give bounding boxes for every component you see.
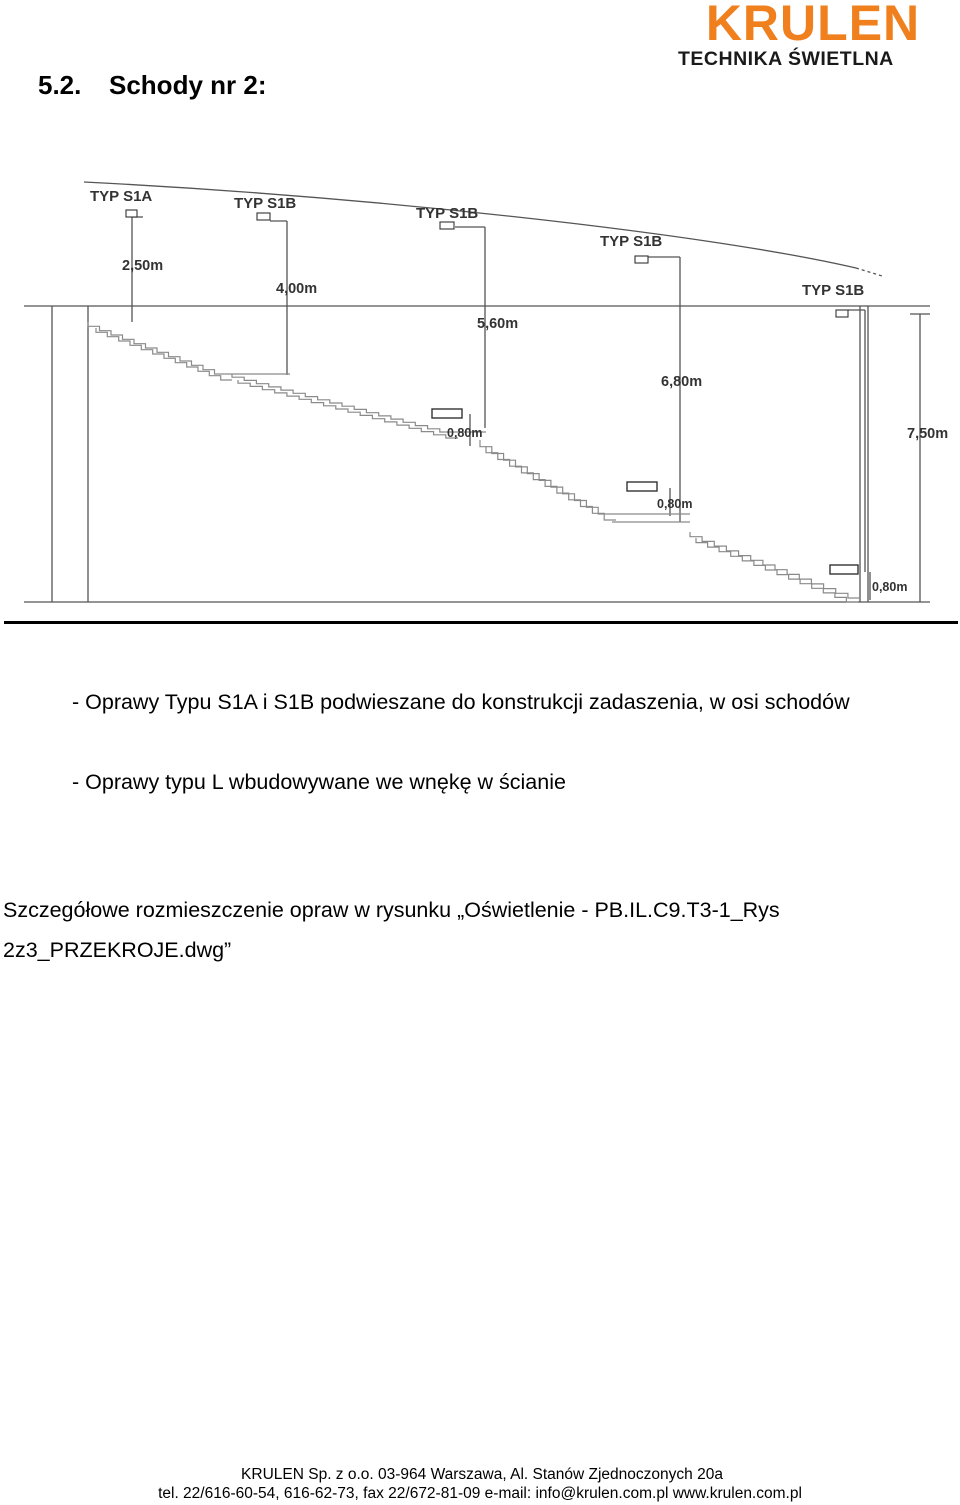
bullet-item: - Oprawy Typu S1A i S1B podwieszane do konstrukcji zadaszenia, w osi schodów [72,690,850,714]
bullet-item: - Oprawy typu L wbudowywane we wnękę w ścianie [72,770,566,794]
fixture-height-label: 7,50m [907,426,949,442]
roof-curve [84,182,856,268]
staircase [88,322,860,602]
staircase-section-drawing [0,170,960,615]
section-divider [4,621,958,624]
section-title: Schody nr 2: [109,70,267,100]
fixture-s1b-icon [257,213,270,220]
logo-brand: KRULEN [705,0,921,51]
fixture-type-label: TYP S1B [416,205,479,222]
fixture-height-label: 4,00m [276,281,318,297]
footer-contact: tel. 22/616-60-54, 616-62-73, fax 22/672-81-09 e-mail: info@krulen.com.pl www.krulen.com.pl [158,1485,802,1502]
fixture-height-label: 6,80m [661,374,703,390]
fixture-type-label: TYP S1B [600,233,663,250]
fixture-type-label: TYP S1B [802,282,865,299]
fixture-s1b-icon [635,256,648,263]
fixture-type-label: TYP S1A [90,188,153,205]
wall-fixture-height-label: 0,80m [872,580,908,594]
fixture-height-label: 2,50m [122,258,164,274]
fixture-type-label: TYP S1B [234,195,297,212]
footer-address: KRULEN Sp. z o.o. 03-964 Warszawa, Al. Stanów Zjednoczonych 20a [241,1466,723,1483]
section-number: 5.2. [38,70,82,100]
fixture-height-label: 5,60m [477,316,519,332]
fixture-s1b-icon [836,310,848,317]
section-heading [38,70,266,101]
wall-fixture-l-icon [830,565,858,574]
logo-tagline: TECHNIKA ŚWIETLNA [678,48,894,70]
drawing-reference-text: Szczegółowe rozmieszczenie opraw w rysunku „Oświetlenie - PB.IL.C9.T3-1_Rys 2z3_PRZEKROJE.dwg” [3,898,780,962]
fixture-s1a-icon [126,210,137,217]
wall-fixture-l-icon [432,409,462,418]
wall-fixture-height-label: 0,80m [657,497,693,511]
wall-fixture-height-label: 0,80m [447,426,483,440]
fixture-s1b-icon [440,222,454,229]
wall-fixture-l-icon [627,482,657,491]
krulen-logo [676,2,956,70]
